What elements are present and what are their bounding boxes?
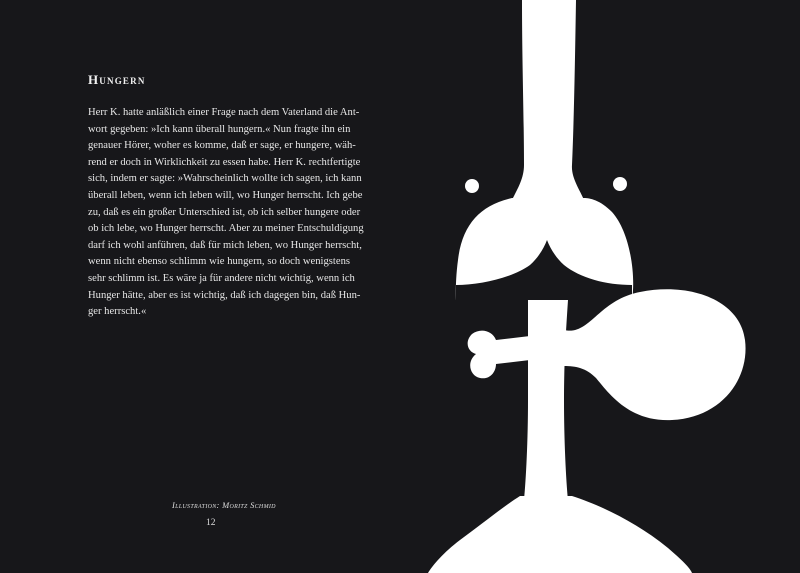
body-line: ger herrscht.« (88, 306, 147, 318)
body-line: wenn nicht ebenso schlimm wie hungern, so doch wenigstens (88, 256, 350, 268)
illustration-left-handle (468, 331, 530, 379)
body-line: genauer Hörer, woher es komme, daß er sage, er hungere, wäh- (88, 140, 356, 152)
body-line: Hunger hätte, aber es ist wichtig, daß ich dagegen bin, daß Hun- (88, 289, 361, 301)
illustration-stem-bottom (524, 300, 568, 500)
story-body (88, 105, 364, 321)
illustration-left-eye (465, 179, 479, 193)
body-line: überall leben, wenn ich leben will, wo Hunger herrscht. Ich gebe (88, 189, 363, 201)
illustration-base (428, 496, 692, 573)
body-line: ob ich lebe, wo Hunger herrscht. Aber zu meiner Entschuldigung (88, 223, 364, 235)
body-line: Herr K. hatte anläßlich einer Frage nach dem Vaterland die Ant- (88, 107, 360, 118)
body-line: wort gegeben: »Ich kann überall hungern.« Nun fragte ihn ein (88, 123, 351, 135)
illustration-credit: Illustration: Moritz Schmid (172, 500, 276, 510)
body-line: sehr schlimm ist. Es wäre ja für andere nicht wichtig, wenn ich (88, 272, 355, 284)
illustration-stem-top (512, 0, 584, 200)
story-title: Hungern (88, 72, 146, 87)
illustration-figure (400, 0, 800, 573)
body-line: sich, indem er sagte: »Wahrscheinlich wollte ich sagen, ich kann (88, 173, 362, 185)
body-line: darf ich wohl anführen, daß für mich leben, wo Hunger herrscht, (88, 239, 362, 251)
illustration-right-eye (613, 177, 627, 191)
body-line: zu, daß es ein großer Unterschied ist, ob ich selber hungere oder (88, 206, 361, 218)
page-number: 12 (206, 518, 216, 528)
body-line: rend er doch in Wirklichkeit zu essen habe. Herr K. rechtfertigte (88, 156, 361, 168)
illustration-right-balloon (564, 289, 746, 420)
